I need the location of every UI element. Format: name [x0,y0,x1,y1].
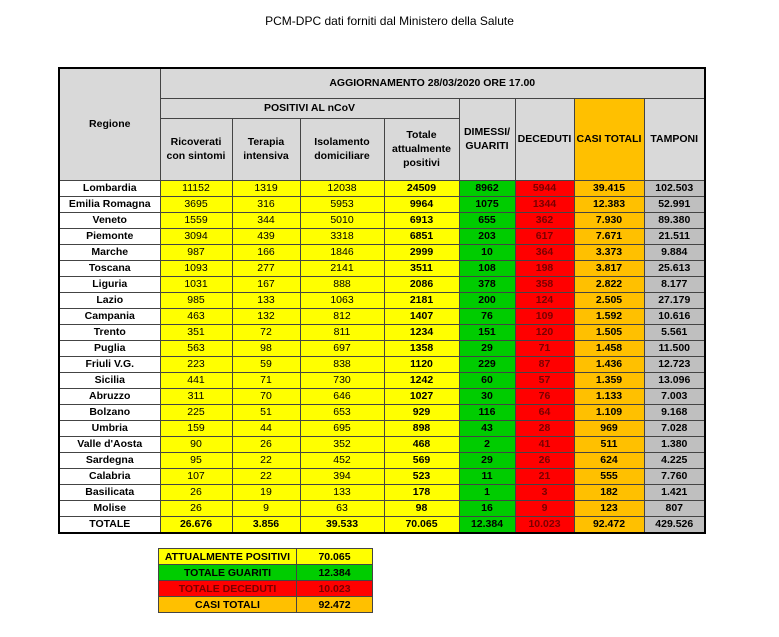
cell-ricoverati: 11152 [160,180,232,196]
total-totale: 70.065 [384,516,459,533]
cell-isolamento: 5953 [300,196,384,212]
cell-deceduti: 71 [515,340,574,356]
cell-dimessi: 60 [459,372,515,388]
table-row [59,180,705,196]
cell-tamponi: 12.723 [644,356,705,372]
header-ricoverati: Ricoverati con sintomi [160,118,232,180]
cell-dimessi: 11 [459,468,515,484]
cell-casi: 555 [574,468,644,484]
cell-deceduti: 26 [515,452,574,468]
cell-terapia: 71 [232,372,300,388]
cell-isolamento: 730 [300,372,384,388]
cell-ricoverati: 223 [160,356,232,372]
cell-terapia: 344 [232,212,300,228]
cell-terapia: 166 [232,244,300,260]
cell-dimessi: 1 [459,484,515,500]
cell-regione: Abruzzo [59,388,160,404]
summary-row [159,565,373,581]
cell-totale: 1234 [384,324,459,340]
cell-terapia: 9 [232,500,300,516]
cell-tamponi: 102.503 [644,180,705,196]
cell-ricoverati: 1031 [160,276,232,292]
table-row [59,436,705,452]
summary-row [159,597,373,613]
total-deceduti: 10.023 [515,516,574,533]
cell-tamponi: 7.003 [644,388,705,404]
cell-regione: Calabria [59,468,160,484]
cell-dimessi: 16 [459,500,515,516]
cell-totale: 178 [384,484,459,500]
cell-ricoverati: 3695 [160,196,232,212]
cell-terapia: 439 [232,228,300,244]
cell-terapia: 44 [232,420,300,436]
cell-regione: Marche [59,244,160,260]
cell-isolamento: 695 [300,420,384,436]
cell-tamponi: 4.225 [644,452,705,468]
cell-casi: 7.930 [574,212,644,228]
table-row [59,276,705,292]
summary-value: 92.472 [297,597,373,613]
cell-totale: 2999 [384,244,459,260]
cell-isolamento: 812 [300,308,384,324]
cell-totale: 1358 [384,340,459,356]
cell-dimessi: 1075 [459,196,515,212]
cell-casi: 1.505 [574,324,644,340]
cell-tamponi: 7.760 [644,468,705,484]
cell-casi: 511 [574,436,644,452]
cell-ricoverati: 3094 [160,228,232,244]
cell-terapia: 19 [232,484,300,500]
cell-dimessi: 76 [459,308,515,324]
cell-dimessi: 655 [459,212,515,228]
total-dimessi: 12.384 [459,516,515,533]
cell-dimessi: 29 [459,452,515,468]
total-tamponi: 429.526 [644,516,705,533]
cell-terapia: 26 [232,436,300,452]
cell-casi: 7.671 [574,228,644,244]
cell-casi: 123 [574,500,644,516]
cell-deceduti: 41 [515,436,574,452]
total-terapia: 3.856 [232,516,300,533]
cell-totale: 523 [384,468,459,484]
cell-regione: Veneto [59,212,160,228]
summary-value: 70.065 [297,549,373,565]
total-row [59,516,705,533]
table-row [59,340,705,356]
cell-ricoverati: 987 [160,244,232,260]
cell-isolamento: 3318 [300,228,384,244]
table-row [59,404,705,420]
cell-totale: 2181 [384,292,459,308]
cell-ricoverati: 90 [160,436,232,452]
cell-deceduti: 120 [515,324,574,340]
cell-isolamento: 133 [300,484,384,500]
cell-totale: 929 [384,404,459,420]
cell-deceduti: 198 [515,260,574,276]
cell-totale: 1027 [384,388,459,404]
cell-dimessi: 229 [459,356,515,372]
summary-value: 12.384 [297,565,373,581]
cell-regione: Trento [59,324,160,340]
table-row [59,244,705,260]
cell-casi: 2.505 [574,292,644,308]
cell-casi: 12.383 [574,196,644,212]
cell-terapia: 316 [232,196,300,212]
cell-totale: 2086 [384,276,459,292]
header-totale-positivi: Totale attualmente positivi [384,118,459,180]
cell-totale: 468 [384,436,459,452]
cell-tamponi: 1.380 [644,436,705,452]
cell-isolamento: 888 [300,276,384,292]
cell-ricoverati: 441 [160,372,232,388]
cell-tamponi: 25.613 [644,260,705,276]
cell-totale: 1120 [384,356,459,372]
cell-dimessi: 378 [459,276,515,292]
cell-tamponi: 7.028 [644,420,705,436]
summary-label: ATTUALMENTE POSITIVI [159,549,297,565]
cell-dimessi: 200 [459,292,515,308]
header-tamponi: TAMPONI [644,98,705,180]
cell-terapia: 22 [232,468,300,484]
cell-ricoverati: 351 [160,324,232,340]
cell-terapia: 70 [232,388,300,404]
cell-terapia: 133 [232,292,300,308]
cell-ricoverati: 225 [160,404,232,420]
cell-isolamento: 646 [300,388,384,404]
cell-terapia: 98 [232,340,300,356]
header-regione: Regione [59,68,160,180]
cell-totale: 6851 [384,228,459,244]
cell-tamponi: 52.991 [644,196,705,212]
cell-casi: 624 [574,452,644,468]
cell-regione: Sardegna [59,452,160,468]
cell-terapia: 1319 [232,180,300,196]
summary-table [158,548,373,613]
table-row [59,420,705,436]
table-row [59,292,705,308]
cell-ricoverati: 95 [160,452,232,468]
cell-regione: Campania [59,308,160,324]
cell-regione: Friuli V.G. [59,356,160,372]
cell-tamponi: 27.179 [644,292,705,308]
cell-isolamento: 352 [300,436,384,452]
cell-deceduti: 9 [515,500,574,516]
cell-casi: 1.458 [574,340,644,356]
cell-ricoverati: 1093 [160,260,232,276]
cell-deceduti: 28 [515,420,574,436]
cell-totale: 98 [384,500,459,516]
cell-terapia: 51 [232,404,300,420]
cell-dimessi: 116 [459,404,515,420]
cell-casi: 39.415 [574,180,644,196]
cell-totale: 569 [384,452,459,468]
cell-dimessi: 108 [459,260,515,276]
cell-regione: Sicilia [59,372,160,388]
cell-ricoverati: 159 [160,420,232,436]
table-row [59,356,705,372]
cell-ricoverati: 1559 [160,212,232,228]
cell-deceduti: 364 [515,244,574,260]
cell-deceduti: 362 [515,212,574,228]
source-caption: PCM-DPC dati forniti dal Ministero della Salute [265,14,514,28]
cell-casi: 182 [574,484,644,500]
cell-regione: Molise [59,500,160,516]
summary-label: TOTALE DECEDUTI [159,581,297,597]
summary-value: 10.023 [297,581,373,597]
cell-isolamento: 697 [300,340,384,356]
header-aggiornamento: AGGIORNAMENTO 28/03/2020 ORE 17.00 [160,68,705,98]
cell-deceduti: 124 [515,292,574,308]
cell-isolamento: 5010 [300,212,384,228]
cell-casi: 3.817 [574,260,644,276]
table-row [59,500,705,516]
header-positivi: POSITIVI AL nCoV [160,98,459,118]
cell-tamponi: 89.380 [644,212,705,228]
cell-regione: Bolzano [59,404,160,420]
cell-terapia: 72 [232,324,300,340]
header-dimessi: DIMESSI/ GUARITI [459,98,515,180]
cell-dimessi: 10 [459,244,515,260]
cell-regione: Piemonte [59,228,160,244]
cell-casi: 2.822 [574,276,644,292]
cell-dimessi: 151 [459,324,515,340]
cell-terapia: 277 [232,260,300,276]
cell-regione: Lombardia [59,180,160,196]
cell-terapia: 132 [232,308,300,324]
cell-terapia: 59 [232,356,300,372]
cell-terapia: 167 [232,276,300,292]
cell-isolamento: 1846 [300,244,384,260]
cell-isolamento: 63 [300,500,384,516]
cell-deceduti: 109 [515,308,574,324]
header-deceduti: DECEDUTI [515,98,574,180]
cell-totale: 6913 [384,212,459,228]
cell-regione: Valle d'Aosta [59,436,160,452]
cell-dimessi: 8962 [459,180,515,196]
cell-deceduti: 87 [515,356,574,372]
cell-isolamento: 653 [300,404,384,420]
regional-data-table [58,67,706,534]
cell-tamponi: 5.561 [644,324,705,340]
table-row [59,212,705,228]
cell-casi: 1.133 [574,388,644,404]
cell-regione: Emilia Romagna [59,196,160,212]
cell-terapia: 22 [232,452,300,468]
table-row [59,388,705,404]
table-row [59,228,705,244]
cell-ricoverati: 107 [160,468,232,484]
cell-isolamento: 452 [300,452,384,468]
cell-deceduti: 358 [515,276,574,292]
cell-ricoverati: 463 [160,308,232,324]
cell-dimessi: 2 [459,436,515,452]
cell-casi: 1.592 [574,308,644,324]
table-row [59,260,705,276]
cell-dimessi: 203 [459,228,515,244]
summary-label: TOTALE GUARITI [159,565,297,581]
table-row [59,196,705,212]
cell-deceduti: 76 [515,388,574,404]
cell-deceduti: 3 [515,484,574,500]
cell-regione: Toscana [59,260,160,276]
cell-dimessi: 30 [459,388,515,404]
cell-casi: 969 [574,420,644,436]
cell-totale: 898 [384,420,459,436]
cell-isolamento: 12038 [300,180,384,196]
header-casi: CASI TOTALI [574,98,644,180]
cell-deceduti: 1344 [515,196,574,212]
cell-casi: 3.373 [574,244,644,260]
header-terapia: Terapia intensiva [232,118,300,180]
cell-regione: Basilicata [59,484,160,500]
total-casi: 92.472 [574,516,644,533]
summary-row [159,581,373,597]
table-row [59,452,705,468]
cell-tamponi: 807 [644,500,705,516]
cell-tamponi: 11.500 [644,340,705,356]
table-row [59,324,705,340]
cell-regione: Puglia [59,340,160,356]
cell-deceduti: 57 [515,372,574,388]
cell-isolamento: 394 [300,468,384,484]
cell-totale: 1407 [384,308,459,324]
cell-tamponi: 1.421 [644,484,705,500]
summary-row [159,549,373,565]
cell-dimessi: 29 [459,340,515,356]
cell-totale: 9964 [384,196,459,212]
cell-tamponi: 13.096 [644,372,705,388]
summary-label: CASI TOTALI [159,597,297,613]
cell-isolamento: 1063 [300,292,384,308]
cell-tamponi: 9.884 [644,244,705,260]
cell-ricoverati: 26 [160,484,232,500]
cell-tamponi: 10.616 [644,308,705,324]
total-ricoverati: 26.676 [160,516,232,533]
cell-deceduti: 21 [515,468,574,484]
cell-regione: Umbria [59,420,160,436]
table-row [59,308,705,324]
cell-regione: Liguria [59,276,160,292]
cell-ricoverati: 311 [160,388,232,404]
cell-ricoverati: 563 [160,340,232,356]
cell-ricoverati: 26 [160,500,232,516]
table-body [59,180,705,533]
total-label: TOTALE [59,516,160,533]
cell-dimessi: 43 [459,420,515,436]
cell-regione: Lazio [59,292,160,308]
table-row [59,468,705,484]
cell-isolamento: 838 [300,356,384,372]
cell-casi: 1.359 [574,372,644,388]
cell-ricoverati: 985 [160,292,232,308]
cell-tamponi: 9.168 [644,404,705,420]
total-isolamento: 39.533 [300,516,384,533]
table-row [59,372,705,388]
table-row [59,484,705,500]
cell-isolamento: 811 [300,324,384,340]
cell-isolamento: 2141 [300,260,384,276]
cell-casi: 1.109 [574,404,644,420]
cell-deceduti: 5944 [515,180,574,196]
cell-totale: 24509 [384,180,459,196]
cell-totale: 3511 [384,260,459,276]
cell-tamponi: 21.511 [644,228,705,244]
cell-tamponi: 8.177 [644,276,705,292]
cell-deceduti: 64 [515,404,574,420]
header-isolamento: Isolamento domiciliare [300,118,384,180]
cell-totale: 1242 [384,372,459,388]
cell-deceduti: 617 [515,228,574,244]
cell-casi: 1.436 [574,356,644,372]
